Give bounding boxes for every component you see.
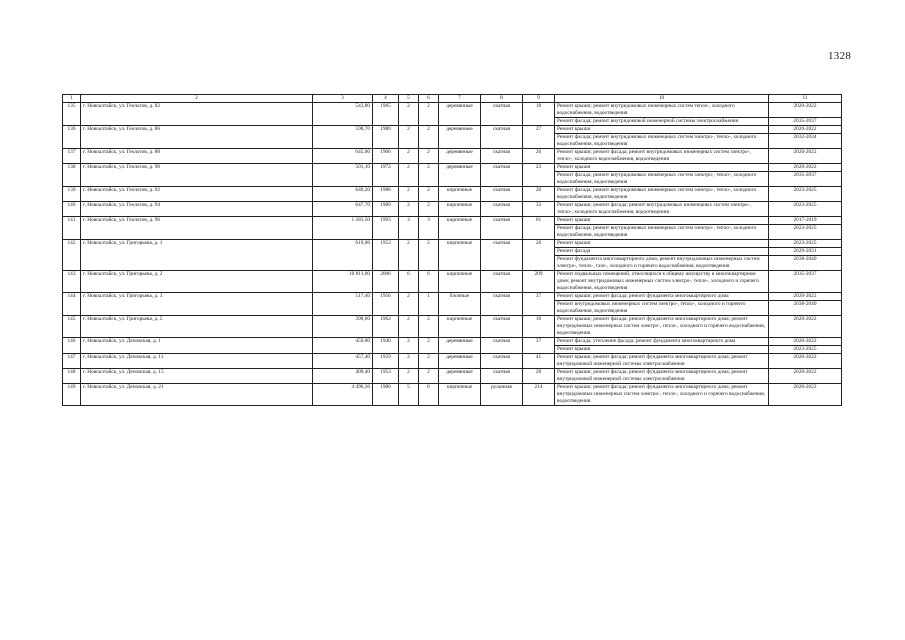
wall-material-cell: деревянные (439, 338, 481, 354)
count-cell: 37 (523, 338, 555, 354)
year-cell: 1959 (373, 354, 399, 369)
address-cell: г. Новоалтайск, ул. Геологов, д. 82 (81, 103, 313, 126)
floors-cell: 2 (419, 354, 439, 369)
count-cell: 26 (523, 187, 555, 202)
year-cell: 2006 (373, 271, 399, 293)
area-cell: 10 811,00 (313, 271, 373, 293)
table-row (63, 240, 842, 248)
column-header: 4 (373, 95, 399, 103)
floors-cell: 2 (399, 164, 419, 187)
area-cell: 398,60 (313, 316, 373, 338)
roof-type-cell: скатная (481, 164, 523, 187)
floors-cell: 2 (419, 338, 439, 354)
work-type-cell: Ремонт крыши; ремонт фасада; ремонт фундамента многоквартирного дома (555, 293, 769, 301)
period-cell: 2020-2022 (769, 316, 842, 338)
work-type-cell: Ремонт фасада; ремонт внутридомовых инженерных систем электро-, тепло-, холодного водоснабжения, водоотведения (555, 187, 769, 202)
address-cell: г. Новоалтайск, ул. Григорьева, д. 3 (81, 293, 313, 316)
roof-type-cell: скатная (481, 338, 523, 354)
table-row (63, 126, 842, 134)
year-cell: 1965 (373, 103, 399, 126)
roof-type-cell: скатная (481, 187, 523, 202)
count-cell: 209 (523, 271, 555, 293)
floors-cell: 6 (419, 271, 439, 293)
floors-cell: 2 (419, 202, 439, 217)
column-header: 6 (419, 95, 439, 103)
column-header: 3 (313, 95, 373, 103)
year-cell: 1988 (373, 187, 399, 202)
wall-material-cell: кирпичные (439, 217, 481, 240)
floors-cell: 2 (419, 164, 439, 187)
period-cell: 2020-2022 (769, 338, 842, 346)
page-number: 1328 (828, 50, 852, 62)
work-type-cell: Ремонт фасада, утепление фасада; ремонт фундамента многоквартирного дома (555, 338, 769, 346)
roof-type-cell: скатная (481, 293, 523, 316)
period-cell: 2020-2022 (769, 149, 842, 164)
wall-material-cell: деревянные (439, 369, 481, 384)
floors-cell: 2 (399, 338, 419, 354)
row-number-cell: 149 (63, 384, 81, 406)
row-number-cell: 140 (63, 202, 81, 217)
work-type-cell: Ремонт крыши (555, 217, 769, 225)
wall-material-cell: деревянные (439, 126, 481, 149)
repair-registry-table (62, 94, 842, 406)
work-type-cell: Ремонт фасада; ремонт внутридомовой инженерной системы электроснабжения (555, 118, 769, 126)
work-type-cell: Ремонт подвальных помещений, относящихся к общему имуществу в многоквартирном доме; ремонт внутридомовых инженерных систем электро-, тепло-, холодного и горячего водоснабжения, водоотведения (555, 271, 769, 293)
row-number-cell: 136 (63, 126, 81, 149)
year-cell: 1953 (373, 369, 399, 384)
period-cell: 2035-2037 (769, 271, 842, 293)
area-cell: 598,70 (313, 126, 373, 149)
period-cell: 2032-2034 (769, 134, 842, 149)
table-row (63, 293, 842, 301)
wall-material-cell: кирпичные (439, 384, 481, 406)
address-cell: г. Новоалтайск, ул. Григорьева, д. 2 (81, 271, 313, 293)
table-row (63, 316, 842, 338)
work-type-cell: Ремонт крыши (555, 164, 769, 172)
roof-type-cell: скатная (481, 126, 523, 149)
roof-type-cell: скатная (481, 217, 523, 240)
count-cell: 28 (523, 369, 555, 384)
roof-type-cell: скатная (481, 149, 523, 164)
wall-material-cell: кирпичные (439, 316, 481, 338)
column-header: 7 (439, 95, 481, 103)
area-cell: 4 496,20 (313, 384, 373, 406)
column-header: 2 (81, 95, 313, 103)
floors-cell: 2 (419, 103, 439, 126)
column-header: 9 (523, 95, 555, 103)
row-number-cell: 142 (63, 240, 81, 271)
floors-cell: 6 (399, 271, 419, 293)
table-body (63, 103, 842, 406)
floors-cell: 2 (419, 240, 439, 271)
table-row (63, 369, 842, 384)
table-row (63, 187, 842, 202)
row-number-cell: 148 (63, 369, 81, 384)
year-cell: 1980 (373, 126, 399, 149)
floors-cell: 2 (419, 187, 439, 202)
work-type-cell: Ремонт фасада (555, 248, 769, 256)
wall-material-cell: кирпичные (439, 240, 481, 271)
roof-type-cell: скатная (481, 369, 523, 384)
work-type-cell: Ремонт крыши (555, 126, 769, 134)
work-type-cell: Ремонт фасада; ремонт внутридомовых инженерных систем электро-, тепло-, холодного водоснабжения, водоотведения (555, 172, 769, 187)
count-cell: 41 (523, 354, 555, 369)
period-cell: 2035-2037 (769, 118, 842, 126)
period-cell: 2023-2025 (769, 346, 842, 354)
wall-material-cell: кирпичные (439, 187, 481, 202)
area-cell: 409,40 (313, 369, 373, 384)
work-type-cell: Ремонт крыши; ремонт внутридомовых инженерных систем тепло-, холодного водоснабжения, водоотведения (555, 103, 769, 118)
work-type-cell: Ремонт фундамента многоквартирного дома; ремонт внутридомовых инженерных систем электро-, тепло-, газо-, холодного и горячего водоснабжения, водоотведения (555, 256, 769, 271)
floors-cell: 2 (419, 149, 439, 164)
floors-cell: 2 (399, 293, 419, 316)
period-cell: 2038-2040 (769, 256, 842, 271)
period-cell: 2023-2025 (769, 240, 842, 248)
area-cell: 543,80 (313, 103, 373, 126)
wall-material-cell: блочные (439, 293, 481, 316)
floors-cell: 2 (399, 103, 419, 126)
floors-cell: 2 (399, 149, 419, 164)
work-type-cell: Ремонт крыши; ремонт фасада; ремонт фундамента многоквартирного дома; ремонт внутридомовой инженерной системы электроснабжения (555, 354, 769, 369)
floors-cell: 2 (399, 202, 419, 217)
row-number-cell: 141 (63, 217, 81, 240)
work-type-cell: Ремонт внутридомовых инженерных систем электро-, тепло-, холодного и горячего водоснабжения, водоотведения (555, 301, 769, 316)
count-cell: 27 (523, 126, 555, 149)
column-header: 8 (481, 95, 523, 103)
floors-cell: 2 (419, 126, 439, 149)
floors-cell: 2 (399, 240, 419, 271)
count-cell: 18 (523, 103, 555, 126)
address-cell: г. Новоалтайск, ул. Деповская, д. 1 (81, 338, 313, 354)
area-cell: 640,20 (313, 187, 373, 202)
address-cell: г. Новоалтайск, ул. Григорьева, д. 5 (81, 316, 313, 338)
row-number-cell: 138 (63, 164, 81, 187)
year-cell: 1966 (373, 149, 399, 164)
count-cell: 37 (523, 293, 555, 316)
wall-material-cell: деревянные (439, 103, 481, 126)
address-cell: г. Новоалтайск, ул. Геологов, д. 92 (81, 187, 313, 202)
area-cell: 619,00 (313, 240, 373, 271)
work-type-cell: Ремонт крыши (555, 240, 769, 248)
address-cell: г. Новоалтайск, ул. Геологов, д. 94 (81, 202, 313, 217)
column-header: 11 (769, 95, 842, 103)
roof-type-cell: скатная (481, 202, 523, 217)
year-cell: 1953 (373, 240, 399, 271)
count-cell: 16 (523, 316, 555, 338)
wall-material-cell: деревянные (439, 149, 481, 164)
period-cell: 2020-2022 (769, 103, 842, 118)
floors-cell: 2 (419, 369, 439, 384)
table-row (63, 338, 842, 346)
year-cell: 1989 (373, 202, 399, 217)
work-type-cell: Ремонт фасада; ремонт внутридомовых инженерных систем электро-, тепло-, холодного водоснабжения, водоотведения (555, 225, 769, 240)
period-cell: 2020-2022 (769, 126, 842, 134)
row-number-cell: 135 (63, 103, 81, 126)
period-cell: 2020-2022 (769, 354, 842, 369)
row-number-cell: 144 (63, 293, 81, 316)
year-cell: 1993 (373, 217, 399, 240)
column-header: 10 (555, 95, 769, 103)
roof-type-cell: рулонная (481, 384, 523, 406)
roof-type-cell: скатная (481, 103, 523, 126)
period-cell: 2029-2031 (769, 248, 842, 256)
floors-cell: 2 (399, 316, 419, 338)
count-cell: 61 (523, 217, 555, 240)
area-cell: 647,70 (313, 202, 373, 217)
work-type-cell: Ремонт фасада; ремонт внутридомовых инженерных систем электро-, тепло-, холодного водоснабжения, водоотведения (555, 134, 769, 149)
year-cell: 1972 (373, 164, 399, 187)
address-cell: г. Новоалтайск, ул. Деповская, д. 15 (81, 369, 313, 384)
work-type-cell: Ремонт крыши; ремонт фасада; ремонт фундамента многоквартирного дома; ремонт внутридомовой инженерной системы электроснабжения (555, 369, 769, 384)
floors-cell: 2 (399, 187, 419, 202)
address-cell: г. Новоалтайск, ул. Григорьева, д. 1 (81, 240, 313, 271)
column-header: 5 (399, 95, 419, 103)
wall-material-cell: кирпичные (439, 202, 481, 217)
area-cell: 1 281,50 (313, 217, 373, 240)
roof-type-cell: скатная (481, 271, 523, 293)
area-cell: 459,80 (313, 338, 373, 354)
area-cell: 645,00 (313, 149, 373, 164)
roof-type-cell: скатная (481, 354, 523, 369)
floors-cell: 6 (419, 384, 439, 406)
row-number-cell: 137 (63, 149, 81, 164)
column-header: 1 (63, 95, 81, 103)
row-number-cell: 145 (63, 316, 81, 338)
column-number-row (63, 95, 842, 103)
period-cell: 2020-2022 (769, 293, 842, 301)
area-cell: 501,10 (313, 164, 373, 187)
floors-cell: 3 (399, 217, 419, 240)
period-cell: 2020-2022 (769, 369, 842, 384)
floors-cell: 2 (399, 126, 419, 149)
count-cell: 26 (523, 149, 555, 164)
floors-cell: 2 (399, 354, 419, 369)
roof-type-cell: скатная (481, 316, 523, 338)
work-type-cell: Ремонт крыши; ремонт фасада; ремонт внутридомовых инженерных систем электро-, тепло-, холодного водоснабжения, водоотведения (555, 149, 769, 164)
row-number-cell: 143 (63, 271, 81, 293)
table-row (63, 202, 842, 217)
wall-material-cell: деревянные (439, 164, 481, 187)
area-cell: 457,40 (313, 354, 373, 369)
work-type-cell: Ремонт крыши; ремонт фасада; ремонт внутридомовых инженерных систем электро-, тепло-, холодного водоснабжения, водоотведения (555, 202, 769, 217)
address-cell: г. Новоалтайск, ул. Геологов, д. 86 (81, 126, 313, 149)
period-cell: 2038-2040 (769, 301, 842, 316)
year-cell: 1962 (373, 316, 399, 338)
period-cell: 2017-2019 (769, 217, 842, 225)
address-cell: г. Новоалтайск, ул. Геологов, д. 88 (81, 149, 313, 164)
floors-cell: 2 (399, 369, 419, 384)
period-cell: 2023-2025 (769, 187, 842, 202)
floors-cell: 2 (419, 316, 439, 338)
work-type-cell: Ремонт крыши; ремонт фасада; ремонт фундамента многоквартирного дома; ремонт внутридомовых инженерных систем электро-, тепло-, холодного и горячего водоснабжения, водоотведения (555, 316, 769, 338)
address-cell: г. Новоалтайск, ул. Геологов, д. 96 (81, 217, 313, 240)
count-cell: 26 (523, 240, 555, 271)
address-cell: г. Новоалтайск, ул. Геологов, д. 90 (81, 164, 313, 187)
address-cell: г. Новоалтайск, ул. Деповская, д. 11 (81, 354, 313, 369)
table-row (63, 103, 842, 118)
period-cell: 2020-2022 (769, 164, 842, 172)
wall-material-cell: кирпичные (439, 271, 481, 293)
address-cell: г. Новоалтайск, ул. Деповская, д. 21 (81, 384, 313, 406)
row-number-cell: 147 (63, 354, 81, 369)
floors-cell: 1 (419, 293, 439, 316)
work-type-cell: Ремонт крыши (555, 346, 769, 354)
work-type-cell: Ремонт крыши; ремонт фасада; ремонт фундамента многоквартирного дома; ремонт внутридомовых инженерных систем электро-, тепло-, холодного и горячего водоснабжения, водоотведения (555, 384, 769, 406)
count-cell: 23 (523, 164, 555, 187)
period-cell: 2023-2025 (769, 202, 842, 217)
year-cell: 1980 (373, 384, 399, 406)
table-row (63, 149, 842, 164)
row-number-cell: 139 (63, 187, 81, 202)
area-cell: 517,40 (313, 293, 373, 316)
floors-cell: 3 (419, 217, 439, 240)
period-cell: 2035-2037 (769, 172, 842, 187)
wall-material-cell: деревянные (439, 354, 481, 369)
count-cell: 33 (523, 202, 555, 217)
table-row (63, 217, 842, 225)
count-cell: 214 (523, 384, 555, 406)
period-cell: 2023-2025 (769, 225, 842, 240)
row-number-cell: 146 (63, 338, 81, 354)
table-row (63, 164, 842, 172)
roof-type-cell: скатная (481, 240, 523, 271)
year-cell: 1940 (373, 338, 399, 354)
year-cell: 1956 (373, 293, 399, 316)
period-cell: 2020-2022 (769, 384, 842, 406)
table-row (63, 271, 842, 293)
table-row (63, 354, 842, 369)
table-row (63, 384, 842, 406)
floors-cell: 5 (399, 384, 419, 406)
